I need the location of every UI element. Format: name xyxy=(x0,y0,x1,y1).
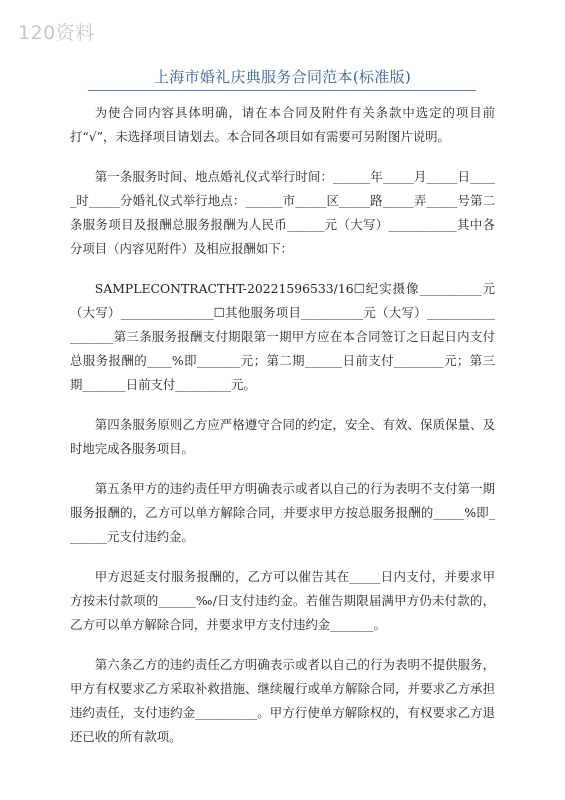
document-title: 上海市婚礼庆典服务合同范本(标准版) xyxy=(153,68,412,86)
paragraph-article-5: 第五条甲方的违约责任甲方明确表示或者以自己的行为表明不支付第一期服务报酬的，乙方可以单方解除合同，并要求甲方按总服务报酬的_____%即_______元支付违约金。 xyxy=(70,481,495,544)
paragraph-late-payment: 甲方迟延支付服务报酬的，乙方可以催告其在_____日内支付，并要求甲方按未付款项的______‰/日支付违约金。若催告期限届满甲方仍未付款的，乙方可以单方解除合同，并要求甲方支付违约金_______。 xyxy=(70,569,495,632)
document-body xyxy=(70,101,495,765)
watermark-logo: 120资料 xyxy=(18,22,95,44)
paragraph-article-6: 第六条乙方的违约责任乙方明确表示或者以自己的行为表明不提供服务，甲方有权要求乙方采取补救措施、继续履行或单方解除合同，并要求乙方承担违约责任，支付违约金__________。甲方行使单方解除权的，有权要求乙方退还已收的所有款项。 xyxy=(70,657,495,744)
title-underline xyxy=(88,90,476,91)
paragraph-article-3: SAMPLECONTRACTHT-20221596533/16☐纪实摄像__________元（大写）_______________☐其他服务项目__________元（大写）__________________第三条服务报酬支付期限第一期甲方应在本合同签订之日起日内支付总服务报酬的____%即_______元；第二期______日前支付________元；第三期_______日前支付_________元。 xyxy=(70,281,495,392)
paragraph-article-1-2: 第一条服务时间、地点婚礼仪式举行时间：______年_____月_____日_____时_____分婚礼仪式举行地点：______市_____区_____路_____弄_____号第二条服务项目及报酬总服务报酬为人民币______元（大写）___________其中各分项目（内容见附件）及相应报酬如下： xyxy=(70,169,495,256)
paragraph-article-4: 第四条服务原则乙方应严格遵守合同的约定，安全、有效、保质保量、及时地完成各服务项目。 xyxy=(70,417,495,456)
paragraph-instructions: 为使合同内容具体明确，请在本合同及附件有关条款中选定的项目前打“√”，未选择项目请划去。本合同各项目如有需要可另附图片说明。 xyxy=(70,105,495,144)
